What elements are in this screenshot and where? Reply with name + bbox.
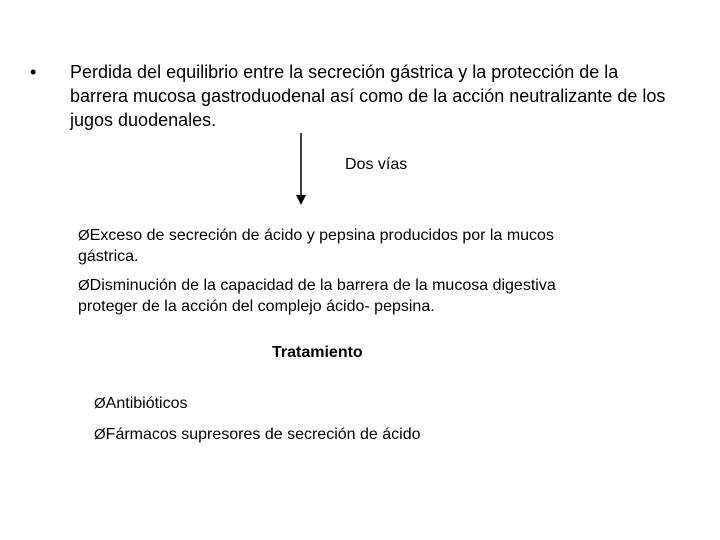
tratamiento-heading: Tratamiento: [272, 344, 363, 361]
list-item-text: Disminución de la capacidad de la barrera de la mucosa digestiva proteger de la acción del complejo ácido- pepsina.: [78, 277, 556, 315]
arrow-bullet-icon: Ø: [94, 395, 106, 412]
list-item-text: Fármacos supresores de secreción de ácido: [105, 426, 421, 443]
list-item: [94, 393, 434, 414]
list-item: [78, 275, 568, 317]
arrow-bullet-icon: Ø: [78, 277, 90, 294]
arrow-label: Dos vías: [345, 156, 408, 173]
vias-list: [78, 225, 568, 325]
list-item-text: Exceso de secreción de ácido y pepsina producidos por la mucos gástrica.: [78, 227, 554, 265]
down-arrow-icon: [295, 133, 307, 205]
arrow-bullet-icon: Ø: [94, 426, 106, 443]
list-item: [94, 424, 434, 445]
tratamiento-list: [94, 393, 434, 455]
list-item: [78, 225, 568, 267]
main-bullet-point: [30, 60, 670, 132]
bullet-marker: •: [30, 62, 37, 82]
list-item-text: Antibióticos: [105, 395, 188, 412]
main-bullet-text: Perdida del equilibrio entre la secreción gástrica y la protección de la barrera mucosa gastroduodenal así como de la acción neutralizante de los jugos duodenales.: [70, 62, 666, 130]
arrow-bullet-icon: Ø: [78, 227, 90, 244]
